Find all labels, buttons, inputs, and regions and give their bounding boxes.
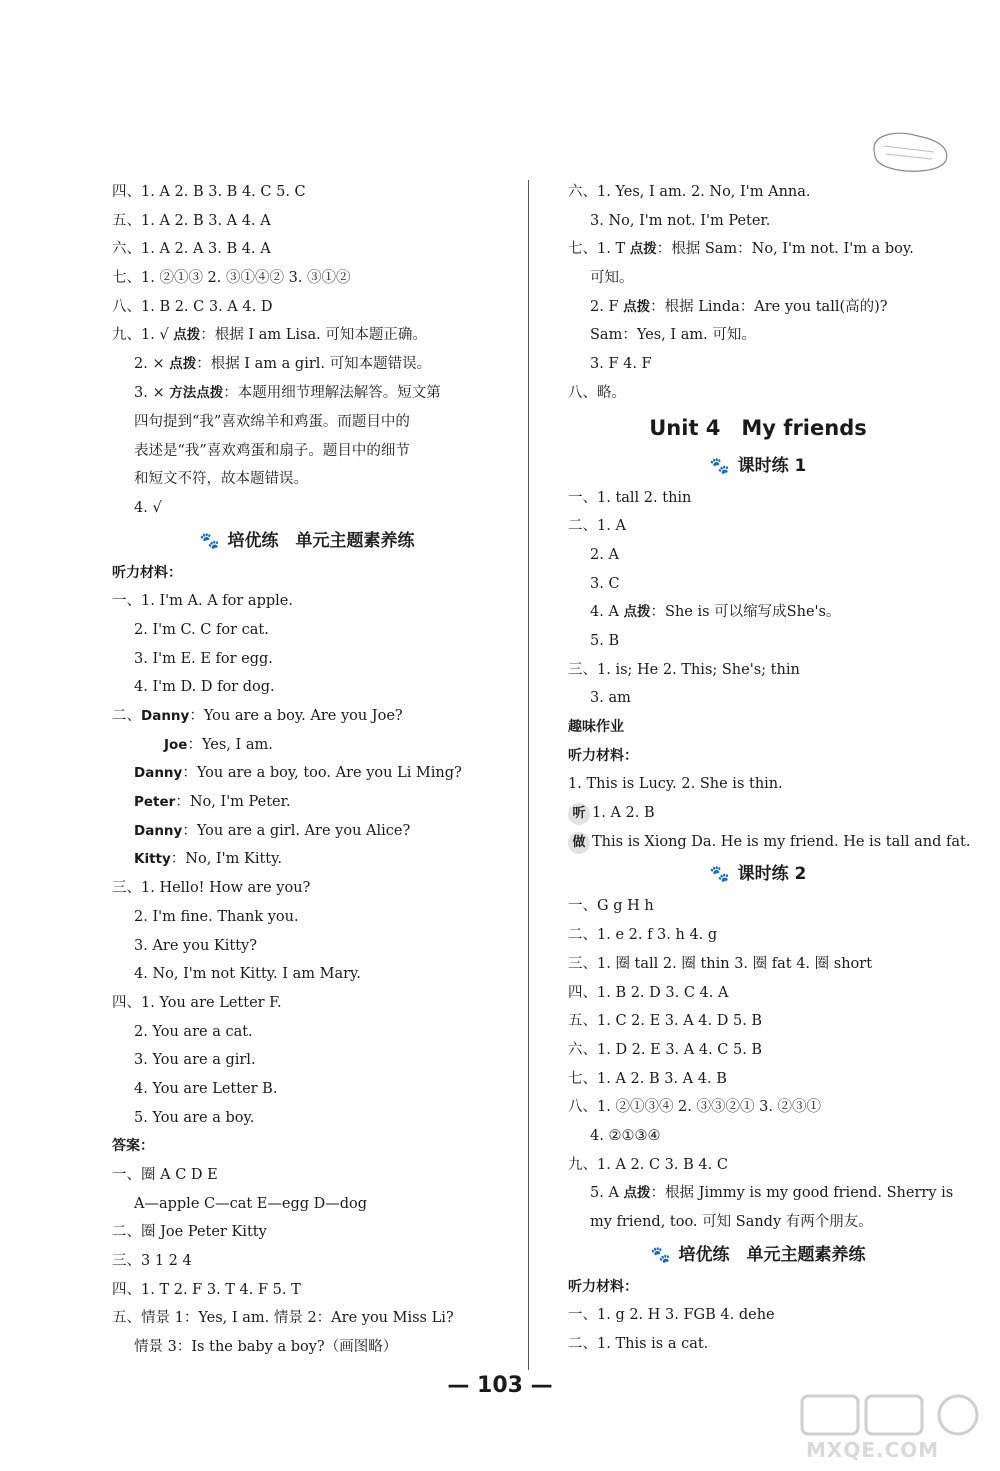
answer-line: 四、1. A 2. B 3. B 4. C 5. C [112,184,306,200]
page-number: — 103 — [447,1373,553,1398]
section-title: 课时练 2 [737,864,807,885]
activity-line [568,799,948,828]
activity-text: This is Xiong Da. He is my friend. He is tall and fat. [592,833,971,850]
answer-line: 4. You are Letter B. [134,1080,278,1097]
answer-prefix: 4. A [590,604,624,621]
tip-text: ：根据 I am Lisa. 可知本题正确。 [200,327,427,344]
tip-text: ：根据 Sam：No, I'm not. I'm a boy. [656,241,914,258]
answer-line: 3. C [590,575,620,592]
left-column [112,178,502,1362]
paw-icon: 🐾 [199,530,220,550]
section-heading [568,856,948,892]
section-title: 培优练 单元主题素养练 [227,530,415,551]
tip-continuation: 和短文不符，故本题错误。 [134,471,308,488]
answer-with-tip [112,350,502,379]
tip-text: ：本题用细节理解法解答。短文第 [223,384,441,401]
answer-line: 4. ②①③④ [590,1127,661,1144]
unit-title: Unit 4 My friends [649,415,867,440]
section-heading [112,523,502,559]
answer-line: 二、1. e 2. f 3. h 4. g [568,927,718,944]
speaker-name: Peter [134,794,176,811]
paw-icon: 🐾 [709,455,730,475]
section-heading [568,448,948,484]
answer-line: 七、1. A 2. B 3. A 4. B [568,1070,727,1087]
dialog-line [112,817,502,846]
dialog-text: ：You are a girl. Are you Alice? [182,822,411,839]
dialog-line [112,845,502,874]
answer-line: my friend, too. 可知 Sandy 有两个朋友。 [590,1214,873,1230]
answer-line: 一、1. I'm A. A for apple. [112,593,293,610]
answer-line: 六、1. D 2. E 3. A 4. C 5. B [568,1041,763,1058]
answer-with-tip [568,598,948,627]
sub-heading: 趣味作业 [568,719,624,735]
tip-text: ：根据 I am a girl. 可知本题错误。 [196,356,432,373]
answer-line: A—apple C—cat E—egg D—dog [134,1195,368,1212]
answer-prefix: 七、1. T [568,241,630,258]
answer-line: 3. am [590,690,631,707]
answer-line: 5. B [590,632,620,649]
answer-line: 五、1. C 2. E 3. A 4. D 5. B [568,1013,763,1030]
answer-line: 五、情景 1：Yes, I am. 情景 2：Are you Miss Li? [112,1310,454,1327]
answer-with-tip [568,235,948,264]
speaker-name: Danny [141,708,190,724]
answer-line: 三、3 1 2 4 [112,1253,192,1270]
answer-line: 六、1. Yes, I am. 2. No, I'm Anna. [568,184,811,200]
answer-line: 二、1. A [568,518,626,535]
sub-heading: 听力材料： [112,564,182,581]
answer-line: 2. I'm C. C for cat. [134,621,269,638]
answer-line: 三、1. Hello! How are you? [112,880,311,897]
tip-label: 点拨 [173,327,201,344]
answer-line: 四、1. B 2. D 3. C 4. A [568,984,729,1001]
corner-stamp-icon [868,128,954,176]
section-heading [568,1237,948,1273]
answer-line: 3. F 4. F [590,356,652,373]
tip-label: 点拨 [623,604,651,621]
answer-line: 一、圈 A C D E [112,1167,218,1183]
dialog-text: ：No, I'm Kitty. [170,851,283,868]
answer-line: 1. This is Lucy. 2. She is thin. [568,776,783,793]
activity-line [568,828,971,857]
answer-line: 情景 3：Is the baby a boy?（画图略） [134,1339,398,1356]
answer-line: 五、1. A 2. B 3. A 4. A [112,212,271,229]
answer-line: 三、1. 圈 tall 2. 圈 thin 3. 圈 fat 4. 圈 short [568,955,873,972]
answer-line: Sam：Yes, I am. 可知。 [590,327,756,344]
tip-label: 点拨 [629,241,657,258]
section-title: 课时练 1 [737,455,807,476]
tip-text: ：根据 Linda：Are you tall(高的)? [650,298,888,315]
tip-text: ：She is 可以缩写成She's。 [650,604,841,621]
activity-text: 1. A 2. B [592,805,655,822]
answer-line: 4. √ [134,499,162,516]
answer-line: 一、G g H h [568,898,654,915]
answer-with-tip [568,1179,954,1208]
activity-badge: 做 [568,832,590,854]
answer-line: 2. I'm fine. Thank you. [134,908,299,925]
sub-heading: 听力材料： [568,1278,638,1295]
answer-line: 二、1. This is a cat. [568,1336,709,1353]
paw-icon: 🐾 [709,864,730,884]
answer-prefix: 3. × [134,384,170,401]
answer-line: 可知。 [590,270,634,287]
dialog-text: ：No, I'm Peter. [175,794,291,811]
watermark-stamp-icon [798,1392,998,1438]
question-number: 二、 [112,708,141,724]
answer-line: 4. No, I'm not Kitty. I am Mary. [134,966,361,983]
section-title: 培优练 单元主题素养练 [678,1244,866,1265]
paw-icon: 🐾 [650,1244,671,1264]
speaker-name: Danny [134,765,183,782]
dialog-text: ：You are a boy, too. Are you Li Ming? [182,765,462,782]
answer-with-tip [112,379,502,408]
dialog-line [112,788,502,817]
answer-line: 八、略。 [568,384,626,401]
answer-line: 3. No, I'm not. I'm Peter. [590,212,771,229]
answer-line: 三、1. is; He 2. This; She's; thin [568,661,800,678]
activity-badge: 听 [568,803,590,825]
sub-heading: 答案： [112,1138,154,1155]
right-column [568,178,971,1359]
answer-line: 八、1. ②①③④ 2. ③③②① 3. ②③① [568,1099,822,1116]
tip-text: ：根据 Jimmy is my good friend. Sherry is [650,1185,954,1202]
tip-continuation: 四句提到“我”喜欢绵羊和鸡蛋。而题目中的 [134,413,410,430]
dialog-line [112,759,502,788]
answer-prefix: 2. × [134,356,170,373]
tip-label: 点拨 [623,298,651,315]
dialog-line [112,731,502,760]
watermark-domain: MXQE.COM [806,1438,940,1462]
answer-line: 2. A [590,546,619,563]
answer-line: 2. You are a cat. [134,1023,253,1040]
speaker-name: Joe [164,736,188,753]
speaker-name: Danny [134,822,183,839]
answer-line: 六、1. A 2. A 3. B 4. A [112,241,271,258]
answer-line: 四、1. You are Letter F. [112,994,282,1011]
dialog-line [112,702,502,731]
answer-line: 七、1. ②①③ 2. ③①④② 3. ③①② [112,270,351,287]
sub-heading: 听力材料： [568,747,638,764]
speaker-name: Kitty [134,851,171,868]
answer-with-tip [568,293,948,322]
tip-continuation: 表述是“我”喜欢鸡蛋和扇子。题目中的细节 [134,442,410,459]
dialog-text: ：You are a boy. Are you Joe? [189,708,403,724]
answer-line: 3. Are you Kitty? [134,937,257,954]
answer-line: 3. I'm E. E for egg. [134,650,273,667]
answer-line: 5. You are a boy. [134,1109,255,1126]
answer-line: 四、1. T 2. F 3. T 4. F 5. T [112,1281,301,1298]
answer-line: 二、圈 Joe Peter Kitty [112,1224,267,1241]
answer-prefix: 5. A [590,1185,624,1202]
answer-prefix: 2. F [590,298,624,315]
answer-prefix: 九、1. √ [112,327,174,344]
dialog-text: ：Yes, I am. [187,736,273,753]
answer-with-tip [112,321,502,350]
tip-label: 方法点拨 [169,384,224,401]
tip-label: 点拨 [169,356,197,373]
answer-line: 一、1. tall 2. thin [568,489,692,506]
answer-line: 4. I'm D. D for dog. [134,679,275,696]
answer-line: 一、1. g 2. H 3. FGB 4. dehe [568,1307,775,1324]
answer-line: 八、1. B 2. C 3. A 4. D [112,298,273,315]
column-divider [528,180,529,1370]
answer-line: 3. You are a girl. [134,1052,256,1069]
tip-label: 点拨 [623,1185,651,1202]
watermark-logo [798,1392,998,1468]
answer-line: 九、1. A 2. C 3. B 4. C [568,1156,728,1173]
